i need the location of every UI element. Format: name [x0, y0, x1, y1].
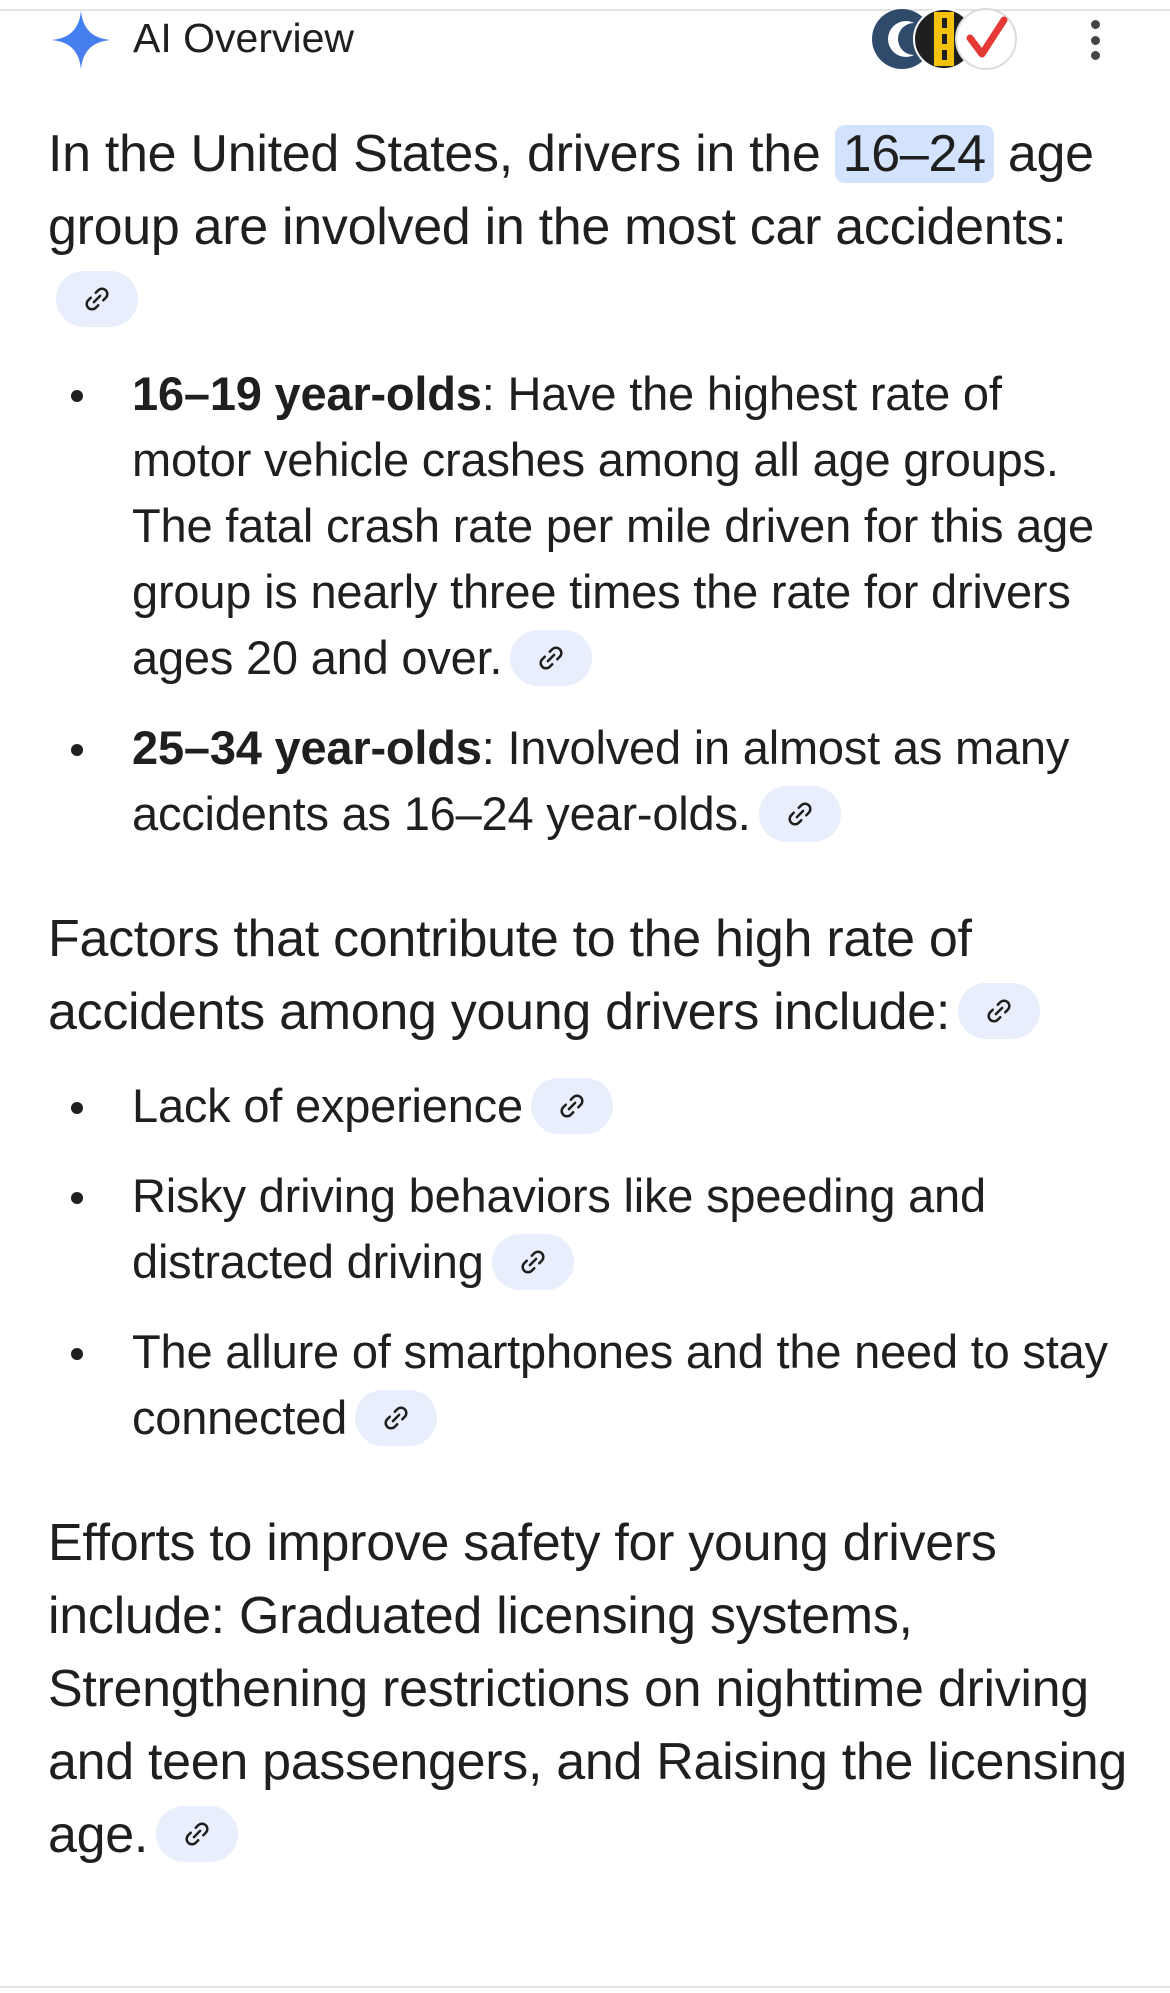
source-link-chip[interactable] [958, 983, 1040, 1039]
source-link-chip[interactable] [510, 630, 592, 686]
intro-paragraph: In the United States, drivers in the 16–24 age group are involved in the most car accidents: [48, 118, 1128, 337]
source-link-chip[interactable] [156, 1806, 238, 1862]
link-icon [557, 1091, 587, 1121]
link-icon [984, 996, 1014, 1026]
efforts-paragraph: Efforts to improve safety for young drivers include: Graduated licensing systems, Strengthening restrictions on nighttime driving and teen passengers, and Raising the licensing age. [48, 1514, 1127, 1864]
overview-content [48, 118, 1128, 1872]
link-icon [82, 284, 112, 314]
source-link-chip[interactable] [355, 1390, 437, 1446]
more-vert-icon [1091, 20, 1100, 29]
sparkle-icon [50, 9, 112, 71]
link-icon [182, 1819, 212, 1849]
list-item: 16–19 year-olds: Have the highest rate of motor vehicle crashes among all age groups. The fatal crash rate per mile driven for this age group is nearly three times the rate for drivers ages 20 and over. [48, 361, 1128, 691]
bullet-icon [71, 1348, 83, 1360]
source-favicons[interactable] [870, 8, 1022, 70]
highlighted-age-range: 16–24 [835, 125, 994, 183]
link-icon [381, 1403, 411, 1433]
factors-list [48, 1073, 1128, 1451]
list-item: Lack of experience [48, 1073, 1128, 1139]
bullet-icon [71, 1192, 83, 1204]
bullet-icon [71, 390, 83, 402]
header-title: AI Overview [133, 15, 354, 61]
age-group-list [48, 361, 1128, 847]
bullet-icon [71, 744, 83, 756]
link-icon [536, 643, 566, 673]
bullet-icon [71, 1102, 83, 1114]
link-icon [518, 1247, 548, 1277]
bottom-divider [0, 1986, 1170, 1988]
source-link-chip[interactable] [492, 1234, 574, 1290]
list-item: The allure of smartphones and the need to stay connected [48, 1319, 1128, 1451]
link-icon [785, 799, 815, 829]
ai-overview-header [0, 0, 1170, 75]
source-link-chip[interactable] [759, 786, 841, 842]
list-item: Risky driving behaviors like speeding and distracted driving [48, 1163, 1128, 1295]
more-options-button[interactable] [1080, 14, 1110, 66]
source-link-chip[interactable] [56, 271, 138, 327]
list-item: 25–34 year-olds: Involved in almost as many accidents as 16–24 year-olds. [48, 715, 1128, 847]
factors-heading: Factors that contribute to the high rate of accidents among young drivers include: [48, 903, 1128, 1049]
source-link-chip[interactable] [531, 1078, 613, 1134]
